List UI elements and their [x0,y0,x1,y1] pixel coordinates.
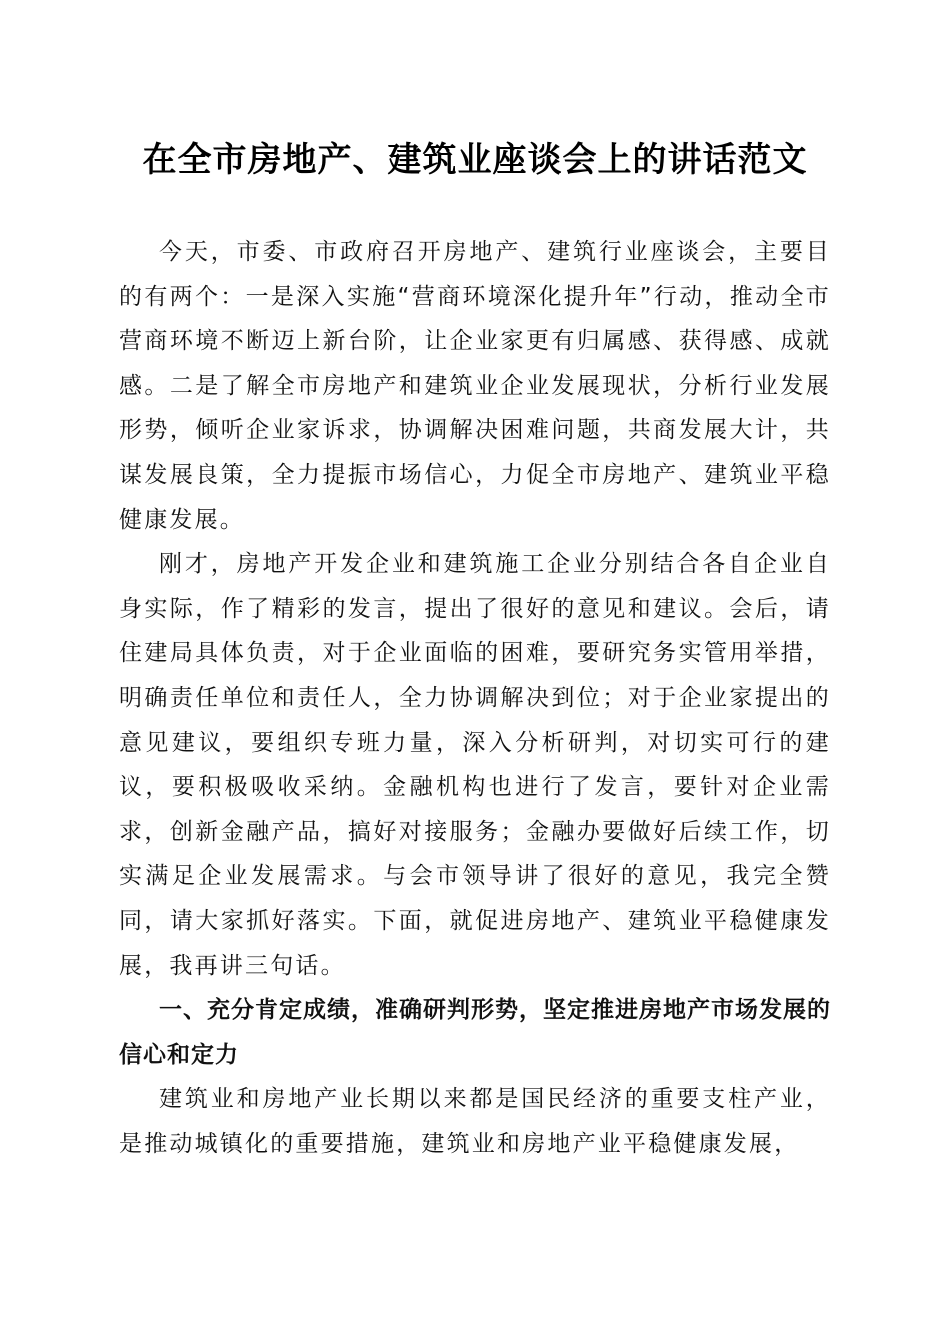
document-title: 在全市房地产、建筑业座谈会上的讲话范文 [142,140,808,180]
document-body [119,230,831,1166]
section-paragraph-1: 建筑业和房地产业长期以来都是国民经济的重要支柱产业，是推动城镇化的重要措施，建筑业和房地产业平稳健康发展， [119,1086,831,1157]
paragraph-opening: 今天，市委、市政府召开房地产、建筑行业座谈会，主要目的有两个：一是深入实施“营商环境深化提升年”行动，推动全市营商环境不断迈上新台阶，让企业家更有归属感、获得感、成就感。二是了解全市房地产和建筑业企业发展现状，分析行业发展形势，倾听企业家诉求，协调解决困难问题，共商发展大计，共谋发展良策，全力提振市场信心，力促全市房地产、建筑业平稳健康发展。 [119,239,831,533]
paragraph-discussion: 刚才，房地产开发企业和建筑施工企业分别结合各自企业自身实际，作了精彩的发言，提出了很好的意见和建议。会后，请住建局具体负责，对于企业面临的困难，要研究务实管用举措，明确责任单位和责任人，全力协调解决到位；对于企业家提出的意见建议，要组织专班力量，深入分析研判，对切实可行的建议，要积极吸收采纳。金融机构也进行了发言，要针对企业需求，创新金融产品，搞好对接服务；金融办要做好后续工作，切实满足企业发展需求。与会市领导讲了很好的意见，我完全赞同，请大家抓好落实。下面，就促进房地产、建筑业平稳健康发展，我再讲三句话。 [119,551,831,979]
section-heading-1: 一、充分肯定成绩，准确研判形势，坚定推进房地产市场发展的信心和定力 [119,997,831,1068]
